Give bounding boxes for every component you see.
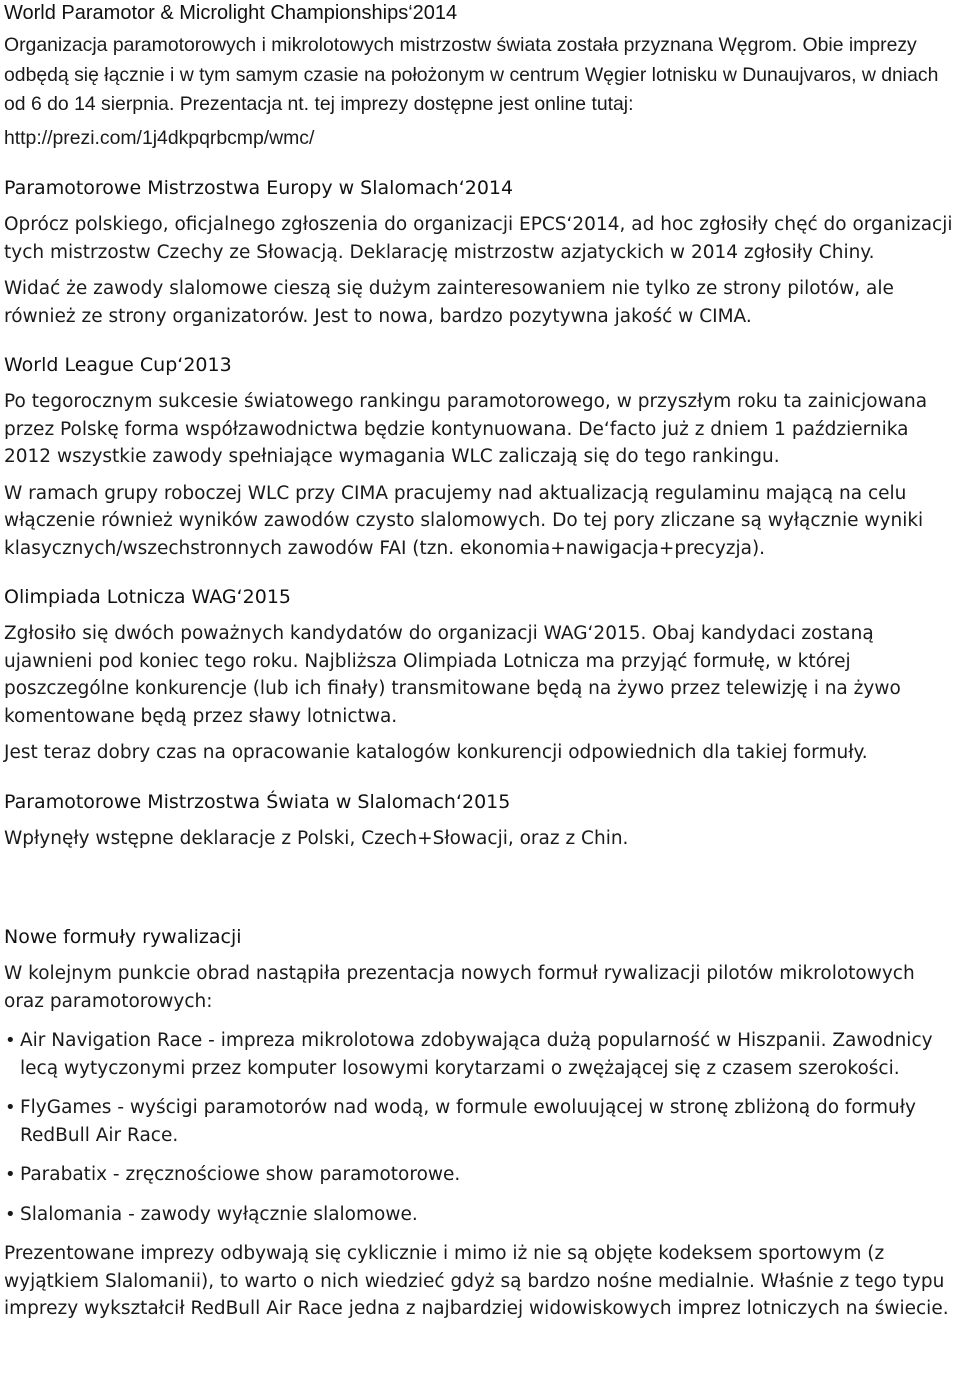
list-item-text: Parabatix - zręcznościowe show paramotorowe. (20, 1164, 461, 1185)
list-item (4, 1201, 954, 1229)
section-heading: World Paramotor & Microlight Championships‘2014 (4, 2, 458, 24)
section-heading: Paramotorowe Mistrzostwa Europy w Slalomach‘2014 (4, 177, 514, 199)
formula-list (4, 1027, 954, 1228)
section-heading: World League Cup‘2013 (4, 354, 232, 376)
bullet-icon: • (5, 1030, 16, 1051)
list-item-text: FlyGames - wyścigi paramotorów nad wodą, w formule ewoluującej w stronę zbliżoną do formuły RedBull Air Race. (20, 1097, 916, 1146)
paragraph-intro: W kolejnym punkcie obrad nastąpiła prezentacja nowych formuł rywalizacji pilotów mikrolotowych oraz paramotorowych: (4, 963, 915, 1012)
section-heading: Paramotorowe Mistrzostwa Świata w Slalomach‘2015 (4, 790, 511, 813)
section-heading: Nowe formuły rywalizacji (4, 926, 242, 948)
bullet-icon: • (5, 1203, 16, 1225)
section-world-league-cup-2013 (4, 352, 954, 562)
paragraph: Wpłynęły wstępne deklaracje z Polski, Czech+Słowacji, oraz z Chin. (4, 827, 629, 849)
list-item (4, 1094, 954, 1149)
paragraph: Jest teraz dobry czas na opracowanie katalogów konkurencji odpowiednich dla takiej formuły. (4, 742, 868, 763)
section-european-slalom-2014 (4, 175, 954, 330)
list-item (4, 1027, 954, 1082)
prezi-link[interactable]: http://prezi.com/1j4dkpqrbcmp/wmc/ (4, 126, 315, 149)
paragraph: W ramach grupy roboczej WLC przy CIMA pracujemy nad aktualizacją regulaminu mającą na celu włączenie również wyników zawodów czysto slalomowych. Do tej pory zliczane są wyłącznie wyniki klasycznych/wszechstronnych zawodów FAI (tzn. ekonomia+nawigacja+precyzja). (4, 482, 924, 559)
section-world-championships-2014 (4, 0, 954, 153)
paragraph: Zgłosiło się dwóch poważnych kandydatów do organizacji WAG‘2015. Obaj kandydaci zostaną ujawnieni pod koniec tego roku. Najbliższa Olimpiada Lotnicza ma przyjąć formułę, w której poszczególne konkurencje (lub ich finały) transmitowane będą na żywo przez telewizję i na żywo komentowane będą przez sławy lotnictwa. (4, 623, 901, 727)
list-item (4, 1161, 954, 1189)
paragraph-outro: Prezentowane imprezy odbywają się cyklicznie i mimo iż nie są objęte kodeksem sportowym (z wyjątkiem Slalomanii), to warto o nich wiedzieć gdyż są bardzo nośne medialnie. Właśnie z tego typu imprezy wykształcił RedBull Air Race jedna z najbardziej widowiskowych imprez lotniczych na świecie. (4, 1243, 949, 1319)
paragraph: Widać że zawody slalomowe cieszą się dużym zainteresowaniem nie tylko ze strony pilotów, ale również ze strony organizatorów. Jest to nowa, bardzo pozytywna jakość w CIMA. (4, 278, 894, 327)
paragraph: Oprócz polskiego, oficjalnego zgłoszenia do organizacji EPCS‘2014, ad hoc zgłosiły chęć do organizacji tych mistrzostw Czechy ze Słowacją. Deklarację mistrzostw azjatyckich w 2014 zgłosiły Chiny. (4, 214, 953, 263)
section-new-formulas (4, 924, 954, 1323)
list-item-text: Air Navigation Race - impreza mikrolotowa zdobywająca dużą popularność w Hiszpanii. Zawodnicy lecą wytyczonymi przez komputer losowymi korytarzami o zwężającej się z czasem szerokości. (20, 1030, 933, 1079)
paragraph: Po tegorocznym sukcesie światowego rankingu paramotorowego, w przyszłym roku ta zainicjowana przez Polskę forma współzawodnictwa będzie kontynuowana. De‘facto już z dniem 1 października 2012 wszystkie zawody spełniające wymagania WLC zaliczają się do tego rankingu. (4, 391, 928, 467)
paragraph: Organizacja paramotorowych i mikrolotowych mistrzostw świata została przyznana Węgrom. Obie imprezy odbędą się łącznie i w tym samym czasie na położonym w centrum Węgier lotnisku w Dunaujvaros, w dniach od 6 do 14 sierpnia. Prezentacja nt. tej imprezy dostępne jest online tutaj: (4, 34, 939, 115)
bullet-icon: • (5, 1097, 16, 1118)
list-item-text: Slalomania - zawody wyłącznie slalomowe. (20, 1203, 418, 1225)
section-wag-2015 (4, 584, 954, 767)
section-world-slalom-2015 (4, 789, 954, 853)
section-heading: Olimpiada Lotnicza WAG‘2015 (4, 586, 292, 608)
bullet-icon: • (5, 1164, 16, 1185)
